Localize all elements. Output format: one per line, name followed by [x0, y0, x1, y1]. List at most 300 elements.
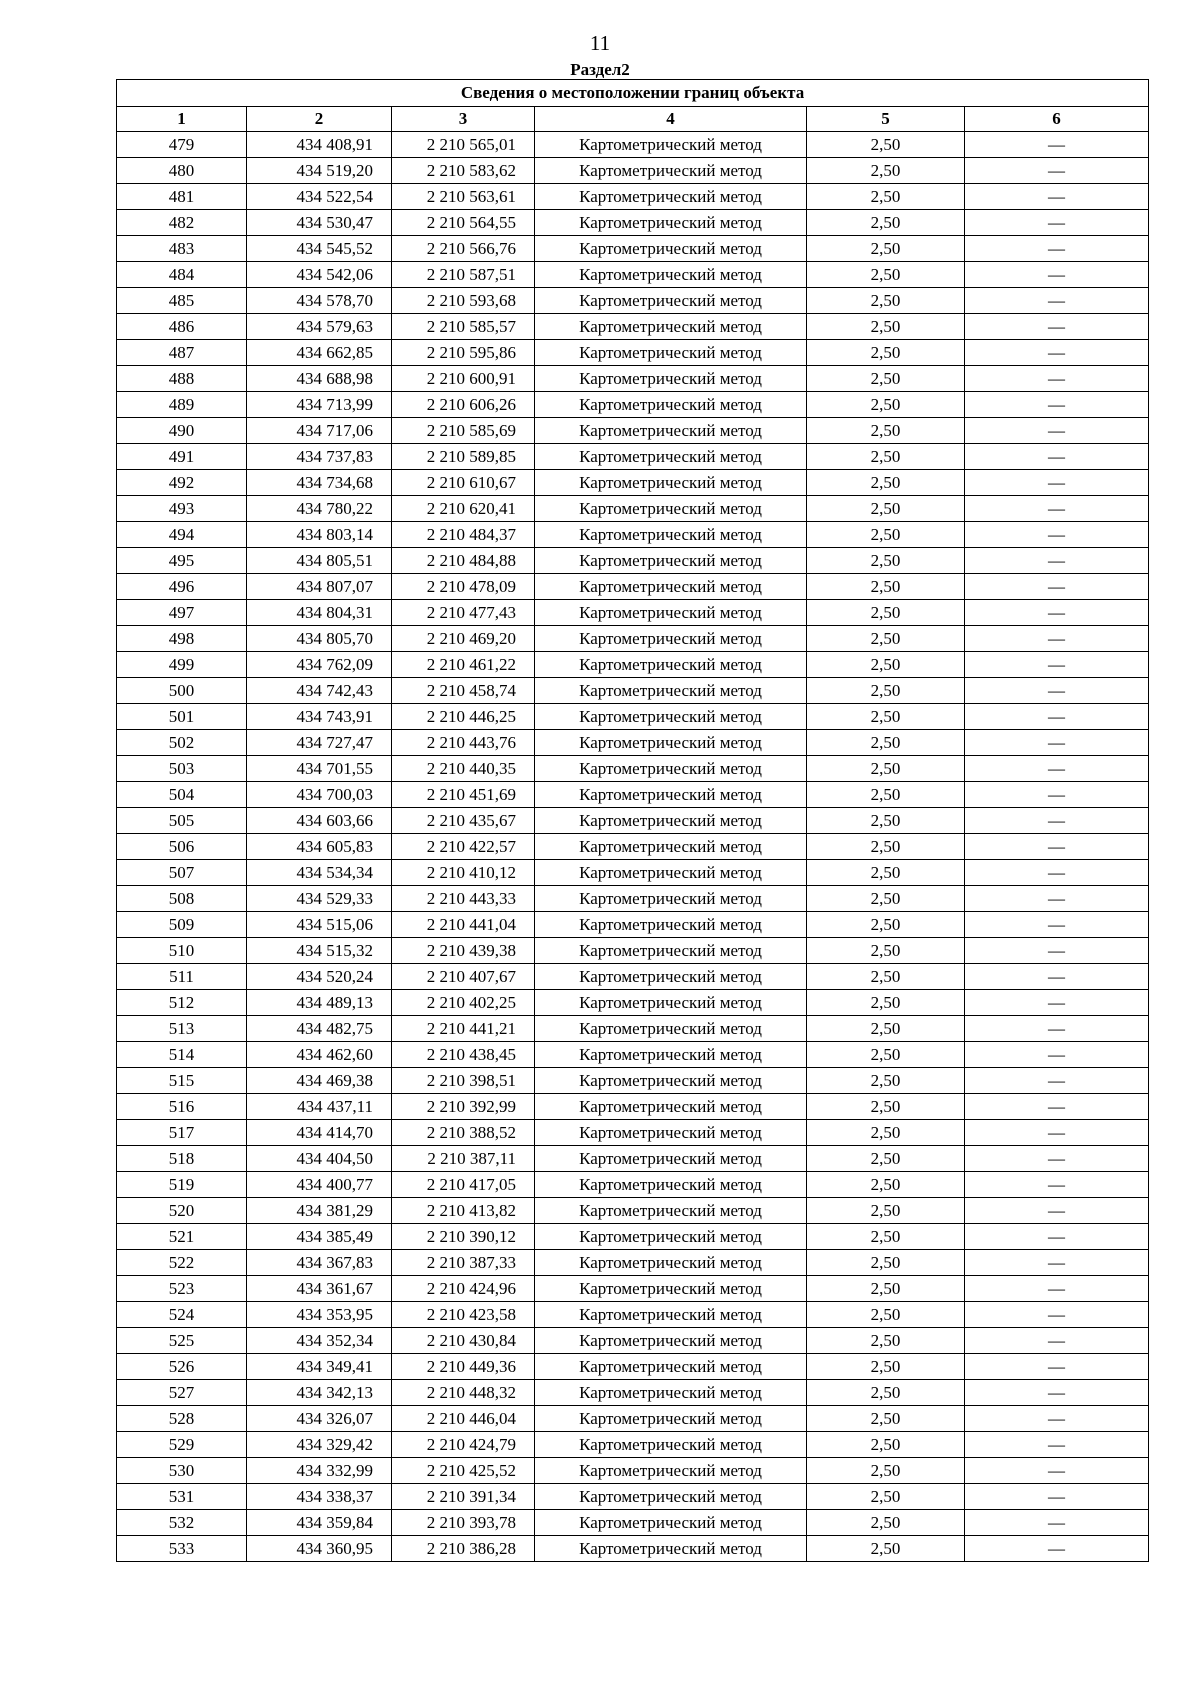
x-coordinate-cell: 434 737,83 — [247, 444, 392, 470]
y-coordinate-cell: 2 210 438,45 — [392, 1042, 535, 1068]
point-number-cell: 527 — [117, 1380, 247, 1406]
description-cell: — — [965, 496, 1149, 522]
point-number-cell: 500 — [117, 678, 247, 704]
x-coordinate-cell: 434 807,07 — [247, 574, 392, 600]
x-coordinate-cell: 434 662,85 — [247, 340, 392, 366]
accuracy-cell: 2,50 — [807, 522, 965, 548]
accuracy-cell: 2,50 — [807, 808, 965, 834]
description-cell: — — [965, 834, 1149, 860]
x-coordinate-cell: 434 437,11 — [247, 1094, 392, 1120]
method-cell: Картометрический метод — [535, 1484, 807, 1510]
point-number-cell: 499 — [117, 652, 247, 678]
y-coordinate-cell: 2 210 391,34 — [392, 1484, 535, 1510]
y-coordinate-cell: 2 210 484,37 — [392, 522, 535, 548]
x-coordinate-cell: 434 534,34 — [247, 860, 392, 886]
table-row — [117, 210, 1149, 236]
method-cell: Картометрический метод — [535, 1224, 807, 1250]
table-row — [117, 600, 1149, 626]
method-cell: Картометрический метод — [535, 1328, 807, 1354]
y-coordinate-cell: 2 210 423,58 — [392, 1302, 535, 1328]
y-coordinate-cell: 2 210 413,82 — [392, 1198, 535, 1224]
point-number-cell: 495 — [117, 548, 247, 574]
description-cell: — — [965, 288, 1149, 314]
accuracy-cell: 2,50 — [807, 132, 965, 158]
x-coordinate-cell: 434 522,54 — [247, 184, 392, 210]
accuracy-cell: 2,50 — [807, 1172, 965, 1198]
method-cell: Картометрический метод — [535, 1016, 807, 1042]
accuracy-cell: 2,50 — [807, 1536, 965, 1562]
description-cell: — — [965, 912, 1149, 938]
point-number-cell: 484 — [117, 262, 247, 288]
point-number-cell: 501 — [117, 704, 247, 730]
accuracy-cell: 2,50 — [807, 704, 965, 730]
accuracy-cell: 2,50 — [807, 600, 965, 626]
y-coordinate-cell: 2 210 424,96 — [392, 1276, 535, 1302]
description-cell: — — [965, 158, 1149, 184]
table-row — [117, 392, 1149, 418]
description-cell: — — [965, 1302, 1149, 1328]
x-coordinate-cell: 434 515,32 — [247, 938, 392, 964]
point-number-cell: 511 — [117, 964, 247, 990]
y-coordinate-cell: 2 210 402,25 — [392, 990, 535, 1016]
table-row — [117, 522, 1149, 548]
description-cell: — — [965, 1510, 1149, 1536]
table-row — [117, 574, 1149, 600]
x-coordinate-cell: 434 578,70 — [247, 288, 392, 314]
description-cell: — — [965, 1094, 1149, 1120]
table-row — [117, 444, 1149, 470]
y-coordinate-cell: 2 210 392,99 — [392, 1094, 535, 1120]
y-coordinate-cell: 2 210 441,04 — [392, 912, 535, 938]
y-coordinate-cell: 2 210 585,57 — [392, 314, 535, 340]
y-coordinate-cell: 2 210 620,41 — [392, 496, 535, 522]
table-row — [117, 1094, 1149, 1120]
description-cell: — — [965, 1120, 1149, 1146]
description-cell: — — [965, 1458, 1149, 1484]
table-row — [117, 1016, 1149, 1042]
accuracy-cell: 2,50 — [807, 860, 965, 886]
table-header-row — [117, 107, 1149, 132]
point-number-cell: 494 — [117, 522, 247, 548]
table-row — [117, 1250, 1149, 1276]
description-cell: — — [965, 678, 1149, 704]
description-cell: — — [965, 1146, 1149, 1172]
y-coordinate-cell: 2 210 422,57 — [392, 834, 535, 860]
description-cell: — — [965, 704, 1149, 730]
accuracy-cell: 2,50 — [807, 340, 965, 366]
method-cell: Картометрический метод — [535, 1354, 807, 1380]
column-header-2: 2 — [247, 107, 392, 132]
point-number-cell: 507 — [117, 860, 247, 886]
x-coordinate-cell: 434 762,09 — [247, 652, 392, 678]
x-coordinate-cell: 434 342,13 — [247, 1380, 392, 1406]
y-coordinate-cell: 2 210 387,11 — [392, 1146, 535, 1172]
y-coordinate-cell: 2 210 589,85 — [392, 444, 535, 470]
point-number-cell: 480 — [117, 158, 247, 184]
table-row — [117, 652, 1149, 678]
table-row — [117, 756, 1149, 782]
method-cell: Картометрический метод — [535, 548, 807, 574]
x-coordinate-cell: 434 326,07 — [247, 1406, 392, 1432]
description-cell: — — [965, 262, 1149, 288]
x-coordinate-cell: 434 349,41 — [247, 1354, 392, 1380]
accuracy-cell: 2,50 — [807, 392, 965, 418]
table-row — [117, 860, 1149, 886]
description-cell: — — [965, 1328, 1149, 1354]
method-cell: Картометрический метод — [535, 808, 807, 834]
table-row — [117, 1458, 1149, 1484]
description-cell: — — [965, 236, 1149, 262]
x-coordinate-cell: 434 385,49 — [247, 1224, 392, 1250]
method-cell: Картометрический метод — [535, 1094, 807, 1120]
point-number-cell: 482 — [117, 210, 247, 236]
method-cell: Картометрический метод — [535, 990, 807, 1016]
method-cell: Картометрический метод — [535, 1406, 807, 1432]
description-cell: — — [965, 1276, 1149, 1302]
table-row — [117, 1432, 1149, 1458]
description-cell: — — [965, 990, 1149, 1016]
method-cell: Картометрический метод — [535, 756, 807, 782]
method-cell: Картометрический метод — [535, 366, 807, 392]
method-cell: Картометрический метод — [535, 1250, 807, 1276]
accuracy-cell: 2,50 — [807, 496, 965, 522]
y-coordinate-cell: 2 210 387,33 — [392, 1250, 535, 1276]
point-number-cell: 532 — [117, 1510, 247, 1536]
y-coordinate-cell: 2 210 417,05 — [392, 1172, 535, 1198]
accuracy-cell: 2,50 — [807, 1432, 965, 1458]
point-number-cell: 483 — [117, 236, 247, 262]
description-cell: — — [965, 1354, 1149, 1380]
method-cell: Картометрический метод — [535, 626, 807, 652]
point-number-cell: 497 — [117, 600, 247, 626]
accuracy-cell: 2,50 — [807, 990, 965, 1016]
page-number: 11 — [589, 31, 611, 55]
table-row — [117, 236, 1149, 262]
y-coordinate-cell: 2 210 565,01 — [392, 132, 535, 158]
description-cell: — — [965, 652, 1149, 678]
accuracy-cell: 2,50 — [807, 1146, 965, 1172]
accuracy-cell: 2,50 — [807, 444, 965, 470]
table-row — [117, 1354, 1149, 1380]
description-cell: — — [965, 730, 1149, 756]
description-cell: — — [965, 314, 1149, 340]
point-number-cell: 485 — [117, 288, 247, 314]
table-row — [117, 1484, 1149, 1510]
y-coordinate-cell: 2 210 446,25 — [392, 704, 535, 730]
accuracy-cell: 2,50 — [807, 1198, 965, 1224]
y-coordinate-cell: 2 210 595,86 — [392, 340, 535, 366]
method-cell: Картометрический метод — [535, 964, 807, 990]
table-row — [117, 704, 1149, 730]
method-cell: Картометрический метод — [535, 574, 807, 600]
description-cell: — — [965, 1172, 1149, 1198]
column-header-5: 5 — [807, 107, 965, 132]
x-coordinate-cell: 434 742,43 — [247, 678, 392, 704]
description-cell: — — [965, 782, 1149, 808]
table-row — [117, 184, 1149, 210]
accuracy-cell: 2,50 — [807, 938, 965, 964]
point-number-cell: 505 — [117, 808, 247, 834]
description-cell: — — [965, 886, 1149, 912]
method-cell: Картометрический метод — [535, 262, 807, 288]
point-number-cell: 508 — [117, 886, 247, 912]
point-number-cell: 489 — [117, 392, 247, 418]
x-coordinate-cell: 434 520,24 — [247, 964, 392, 990]
description-cell: — — [965, 548, 1149, 574]
x-coordinate-cell: 434 338,37 — [247, 1484, 392, 1510]
method-cell: Картометрический метод — [535, 1302, 807, 1328]
method-cell: Картометрический метод — [535, 1172, 807, 1198]
accuracy-cell: 2,50 — [807, 1380, 965, 1406]
table-row — [117, 1380, 1149, 1406]
accuracy-cell: 2,50 — [807, 262, 965, 288]
accuracy-cell: 2,50 — [807, 470, 965, 496]
description-cell: — — [965, 392, 1149, 418]
method-cell: Картометрический метод — [535, 1536, 807, 1562]
point-number-cell: 492 — [117, 470, 247, 496]
accuracy-cell: 2,50 — [807, 964, 965, 990]
accuracy-cell: 2,50 — [807, 210, 965, 236]
method-cell: Картометрический метод — [535, 522, 807, 548]
method-cell: Картометрический метод — [535, 1432, 807, 1458]
accuracy-cell: 2,50 — [807, 1250, 965, 1276]
point-number-cell: 498 — [117, 626, 247, 652]
table-row — [117, 496, 1149, 522]
point-number-cell: 530 — [117, 1458, 247, 1484]
accuracy-cell: 2,50 — [807, 1458, 965, 1484]
point-number-cell: 520 — [117, 1198, 247, 1224]
y-coordinate-cell: 2 210 585,69 — [392, 418, 535, 444]
x-coordinate-cell: 434 542,06 — [247, 262, 392, 288]
y-coordinate-cell: 2 210 424,79 — [392, 1432, 535, 1458]
x-coordinate-cell: 434 360,95 — [247, 1536, 392, 1562]
y-coordinate-cell: 2 210 386,28 — [392, 1536, 535, 1562]
accuracy-cell: 2,50 — [807, 1068, 965, 1094]
accuracy-cell: 2,50 — [807, 1042, 965, 1068]
x-coordinate-cell: 434 579,63 — [247, 314, 392, 340]
column-header-3: 3 — [392, 107, 535, 132]
point-number-cell: 519 — [117, 1172, 247, 1198]
table-row — [117, 1042, 1149, 1068]
x-coordinate-cell: 434 404,50 — [247, 1146, 392, 1172]
table-row — [117, 808, 1149, 834]
table-row — [117, 418, 1149, 444]
table-caption: Сведения о местоположении границ объекта — [117, 80, 1149, 107]
x-coordinate-cell: 434 805,51 — [247, 548, 392, 574]
description-cell: — — [965, 184, 1149, 210]
method-cell: Картометрический метод — [535, 938, 807, 964]
description-cell: — — [965, 756, 1149, 782]
table-row — [117, 678, 1149, 704]
accuracy-cell: 2,50 — [807, 1510, 965, 1536]
y-coordinate-cell: 2 210 469,20 — [392, 626, 535, 652]
point-number-cell: 518 — [117, 1146, 247, 1172]
y-coordinate-cell: 2 210 390,12 — [392, 1224, 535, 1250]
table-row — [117, 1328, 1149, 1354]
y-coordinate-cell: 2 210 393,78 — [392, 1510, 535, 1536]
x-coordinate-cell: 434 414,70 — [247, 1120, 392, 1146]
x-coordinate-cell: 434 400,77 — [247, 1172, 392, 1198]
method-cell: Картометрический метод — [535, 1510, 807, 1536]
point-number-cell: 533 — [117, 1536, 247, 1562]
description-cell: — — [965, 210, 1149, 236]
table-row — [117, 470, 1149, 496]
method-cell: Картометрический метод — [535, 392, 807, 418]
method-cell: Картометрический метод — [535, 860, 807, 886]
table-row — [117, 1224, 1149, 1250]
table-row — [117, 340, 1149, 366]
table-row — [117, 1146, 1149, 1172]
x-coordinate-cell: 434 353,95 — [247, 1302, 392, 1328]
method-cell: Картометрический метод — [535, 1042, 807, 1068]
table-row — [117, 990, 1149, 1016]
accuracy-cell: 2,50 — [807, 912, 965, 938]
y-coordinate-cell: 2 210 435,67 — [392, 808, 535, 834]
accuracy-cell: 2,50 — [807, 236, 965, 262]
point-number-cell: 522 — [117, 1250, 247, 1276]
y-coordinate-cell: 2 210 458,74 — [392, 678, 535, 704]
table-row — [117, 782, 1149, 808]
point-number-cell: 517 — [117, 1120, 247, 1146]
y-coordinate-cell: 2 210 440,35 — [392, 756, 535, 782]
table-row — [117, 1198, 1149, 1224]
table-row — [117, 1276, 1149, 1302]
x-coordinate-cell: 434 381,29 — [247, 1198, 392, 1224]
table-row — [117, 912, 1149, 938]
x-coordinate-cell: 434 489,13 — [247, 990, 392, 1016]
method-cell: Картометрический метод — [535, 1120, 807, 1146]
method-cell: Картометрический метод — [535, 1146, 807, 1172]
point-number-cell: 528 — [117, 1406, 247, 1432]
table-row — [117, 938, 1149, 964]
point-number-cell: 493 — [117, 496, 247, 522]
table-row — [117, 366, 1149, 392]
x-coordinate-cell: 434 329,42 — [247, 1432, 392, 1458]
point-number-cell: 529 — [117, 1432, 247, 1458]
y-coordinate-cell: 2 210 410,12 — [392, 860, 535, 886]
accuracy-cell: 2,50 — [807, 1016, 965, 1042]
description-cell: — — [965, 1198, 1149, 1224]
method-cell: Картометрический метод — [535, 678, 807, 704]
method-cell: Картометрический метод — [535, 652, 807, 678]
description-cell: — — [965, 1380, 1149, 1406]
y-coordinate-cell: 2 210 441,21 — [392, 1016, 535, 1042]
point-number-cell: 523 — [117, 1276, 247, 1302]
method-cell: Картометрический метод — [535, 470, 807, 496]
accuracy-cell: 2,50 — [807, 314, 965, 340]
x-coordinate-cell: 434 688,98 — [247, 366, 392, 392]
description-cell: — — [965, 1042, 1149, 1068]
accuracy-cell: 2,50 — [807, 1276, 965, 1302]
accuracy-cell: 2,50 — [807, 730, 965, 756]
method-cell: Картометрический метод — [535, 444, 807, 470]
table-row — [117, 730, 1149, 756]
description-cell: — — [965, 418, 1149, 444]
y-coordinate-cell: 2 210 600,91 — [392, 366, 535, 392]
x-coordinate-cell: 434 519,20 — [247, 158, 392, 184]
description-cell: — — [965, 1016, 1149, 1042]
y-coordinate-cell: 2 210 587,51 — [392, 262, 535, 288]
y-coordinate-cell: 2 210 461,22 — [392, 652, 535, 678]
x-coordinate-cell: 434 605,83 — [247, 834, 392, 860]
x-coordinate-cell: 434 803,14 — [247, 522, 392, 548]
accuracy-cell: 2,50 — [807, 1406, 965, 1432]
y-coordinate-cell: 2 210 477,43 — [392, 600, 535, 626]
description-cell: — — [965, 626, 1149, 652]
y-coordinate-cell: 2 210 443,76 — [392, 730, 535, 756]
method-cell: Картометрический метод — [535, 600, 807, 626]
description-cell: — — [965, 444, 1149, 470]
description-cell: — — [965, 1406, 1149, 1432]
x-coordinate-cell: 434 700,03 — [247, 782, 392, 808]
point-number-cell: 488 — [117, 366, 247, 392]
column-header-1: 1 — [117, 107, 247, 132]
boundary-coordinates-table — [116, 79, 1149, 1562]
method-cell: Картометрический метод — [535, 418, 807, 444]
method-cell: Картометрический метод — [535, 704, 807, 730]
x-coordinate-cell: 434 805,70 — [247, 626, 392, 652]
table-row — [117, 626, 1149, 652]
x-coordinate-cell: 434 713,99 — [247, 392, 392, 418]
accuracy-cell: 2,50 — [807, 652, 965, 678]
accuracy-cell: 2,50 — [807, 626, 965, 652]
x-coordinate-cell: 434 734,68 — [247, 470, 392, 496]
y-coordinate-cell: 2 210 425,52 — [392, 1458, 535, 1484]
description-cell: — — [965, 964, 1149, 990]
point-number-cell: 514 — [117, 1042, 247, 1068]
x-coordinate-cell: 434 545,52 — [247, 236, 392, 262]
point-number-cell: 506 — [117, 834, 247, 860]
table-row — [117, 1068, 1149, 1094]
x-coordinate-cell: 434 408,91 — [247, 132, 392, 158]
method-cell: Картометрический метод — [535, 782, 807, 808]
point-number-cell: 503 — [117, 756, 247, 782]
accuracy-cell: 2,50 — [807, 1328, 965, 1354]
x-coordinate-cell: 434 727,47 — [247, 730, 392, 756]
x-coordinate-cell: 434 717,06 — [247, 418, 392, 444]
y-coordinate-cell: 2 210 448,32 — [392, 1380, 535, 1406]
accuracy-cell: 2,50 — [807, 782, 965, 808]
method-cell: Картометрический метод — [535, 340, 807, 366]
method-cell: Картометрический метод — [535, 132, 807, 158]
accuracy-cell: 2,50 — [807, 1354, 965, 1380]
point-number-cell: 515 — [117, 1068, 247, 1094]
x-coordinate-cell: 434 462,60 — [247, 1042, 392, 1068]
accuracy-cell: 2,50 — [807, 288, 965, 314]
x-coordinate-cell: 434 701,55 — [247, 756, 392, 782]
y-coordinate-cell: 2 210 388,52 — [392, 1120, 535, 1146]
point-number-cell: 513 — [117, 1016, 247, 1042]
point-number-cell: 502 — [117, 730, 247, 756]
table-row — [117, 288, 1149, 314]
accuracy-cell: 2,50 — [807, 574, 965, 600]
description-cell: — — [965, 132, 1149, 158]
x-coordinate-cell: 434 780,22 — [247, 496, 392, 522]
accuracy-cell: 2,50 — [807, 1484, 965, 1510]
point-number-cell: 509 — [117, 912, 247, 938]
x-coordinate-cell: 434 359,84 — [247, 1510, 392, 1536]
description-cell: — — [965, 1068, 1149, 1094]
description-cell: — — [965, 1484, 1149, 1510]
point-number-cell: 487 — [117, 340, 247, 366]
y-coordinate-cell: 2 210 566,76 — [392, 236, 535, 262]
method-cell: Картометрический метод — [535, 886, 807, 912]
accuracy-cell: 2,50 — [807, 548, 965, 574]
method-cell: Картометрический метод — [535, 834, 807, 860]
x-coordinate-cell: 434 482,75 — [247, 1016, 392, 1042]
accuracy-cell: 2,50 — [807, 418, 965, 444]
method-cell: Картометрический метод — [535, 1458, 807, 1484]
